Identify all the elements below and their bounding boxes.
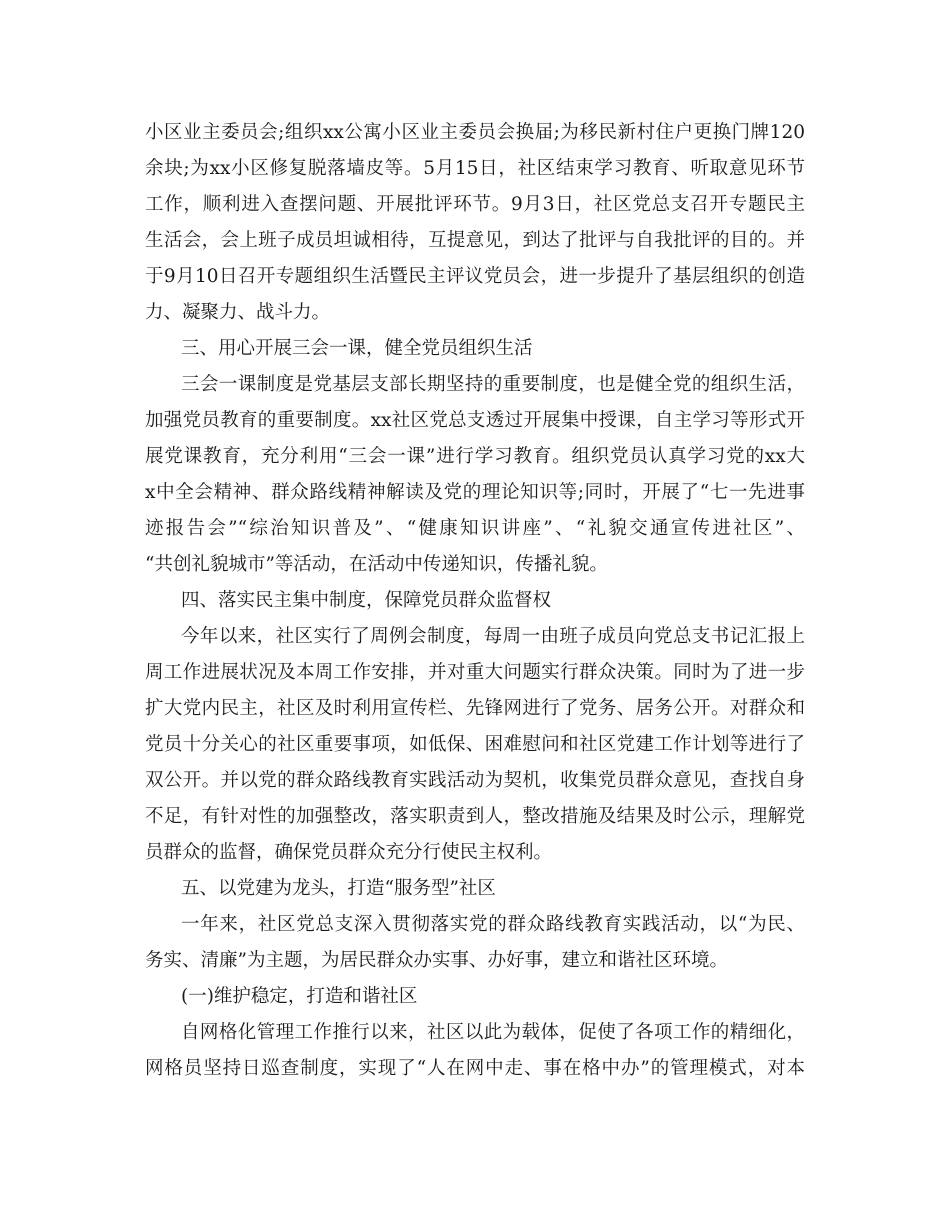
body-text-line: 加强党员教育的重要制度。xx社区党总支透过开展集中授课，自主学习等形式开 xyxy=(145,410,805,431)
body-text-line: 力、凝聚力、战斗力。 xyxy=(145,302,331,323)
body-text-line: 展党课教育，充分利用“三会一课”进行学习教育。组织党员认真学习党的xx大 xyxy=(145,446,805,467)
body-text-line: 扩大党内民主，社区及时利用宣传栏、先锋网进行了党务、居务公开。对群众和 xyxy=(145,698,805,719)
body-text-line: 余块;为xx小区修复脱落墙皮等。5月15日，社区结束学习教育、听取意见环节 xyxy=(145,158,805,179)
body-text-line: x中全会精神、群众路线精神解读及党的理论知识等;同时，开展了“七一先进事 xyxy=(145,482,805,503)
body-text-line: 于9月10日召开专题组织生活暨民主评议党员会，进一步提升了基层组织的创造 xyxy=(145,266,805,287)
body-text-line: 今年以来，社区实行了周例会制度，每周一由班子成员向党总支书记汇报上 xyxy=(181,626,805,647)
body-text-line: 三会一课制度是党基层支部长期坚持的重要制度，也是健全党的组织生活， xyxy=(181,374,805,395)
body-text-line: 不足，有针对性的加强整改，落实职责到人，整改措施及结果及时公示，理解党 xyxy=(145,806,805,827)
body-text-line: 迹报告会”“综治知识普及”、“健康知识讲座”、“礼貌交通宣传进社区”、 xyxy=(145,518,805,539)
body-text-line: 生活会，会上班子成员坦诚相待，互提意见，到达了批评与自我批评的目的。并 xyxy=(145,230,805,251)
body-text-line: 自网格化管理工作推行以来，社区以此为载体，促使了各项工作的精细化， xyxy=(181,1022,805,1043)
body-text-line: 周工作进展状况及本周工作安排，并对重大问题实行群众决策。同时为了进一步 xyxy=(145,662,805,683)
body-text-line: 双公开。并以党的群众路线教育实践活动为契机，收集党员群众意见，查找自身 xyxy=(145,770,805,791)
body-text-line: 一年来，社区党总支深入贯彻落实党的群众路线教育实践活动，以“为民、 xyxy=(181,914,805,935)
section-heading: 三、用心开展三会一课，健全党员组织生活 xyxy=(181,338,533,359)
body-text-line: 员群众的监督，确保党员群众充分行使民主权利。 xyxy=(145,842,553,863)
body-text-line: “共创礼貌城市”等活动，在活动中传递知识，传播礼貌。 xyxy=(145,554,608,575)
section-heading: 五、以党建为龙头，打造“服务型”社区 xyxy=(181,878,496,899)
body-text-line: 网格员坚持日巡查制度，实现了“人在网中走、事在格中办”的管理模式，对本 xyxy=(145,1058,805,1079)
body-text-line: 小区业主委员会;组织xx公寓小区业主委员会换届;为移民新村住户更换门牌120 xyxy=(145,122,805,143)
body-text-line: 务实、清廉”为主题，为居民群众办实事、办好事，建立和谐社区环境。 xyxy=(145,950,728,971)
subsection-heading: (一)维护稳定，打造和谐社区 xyxy=(181,986,418,1007)
section-heading: 四、落实民主集中制度，保障党员群众监督权 xyxy=(181,590,552,611)
body-text-line: 党员十分关心的社区重要事项，如低保、困难慰问和社区党建工作计划等进行了 xyxy=(145,734,805,755)
body-text-line: 工作，顺利进入查摆问题、开展批评环节。9月3日，社区党总支召开专题民主 xyxy=(145,194,805,215)
